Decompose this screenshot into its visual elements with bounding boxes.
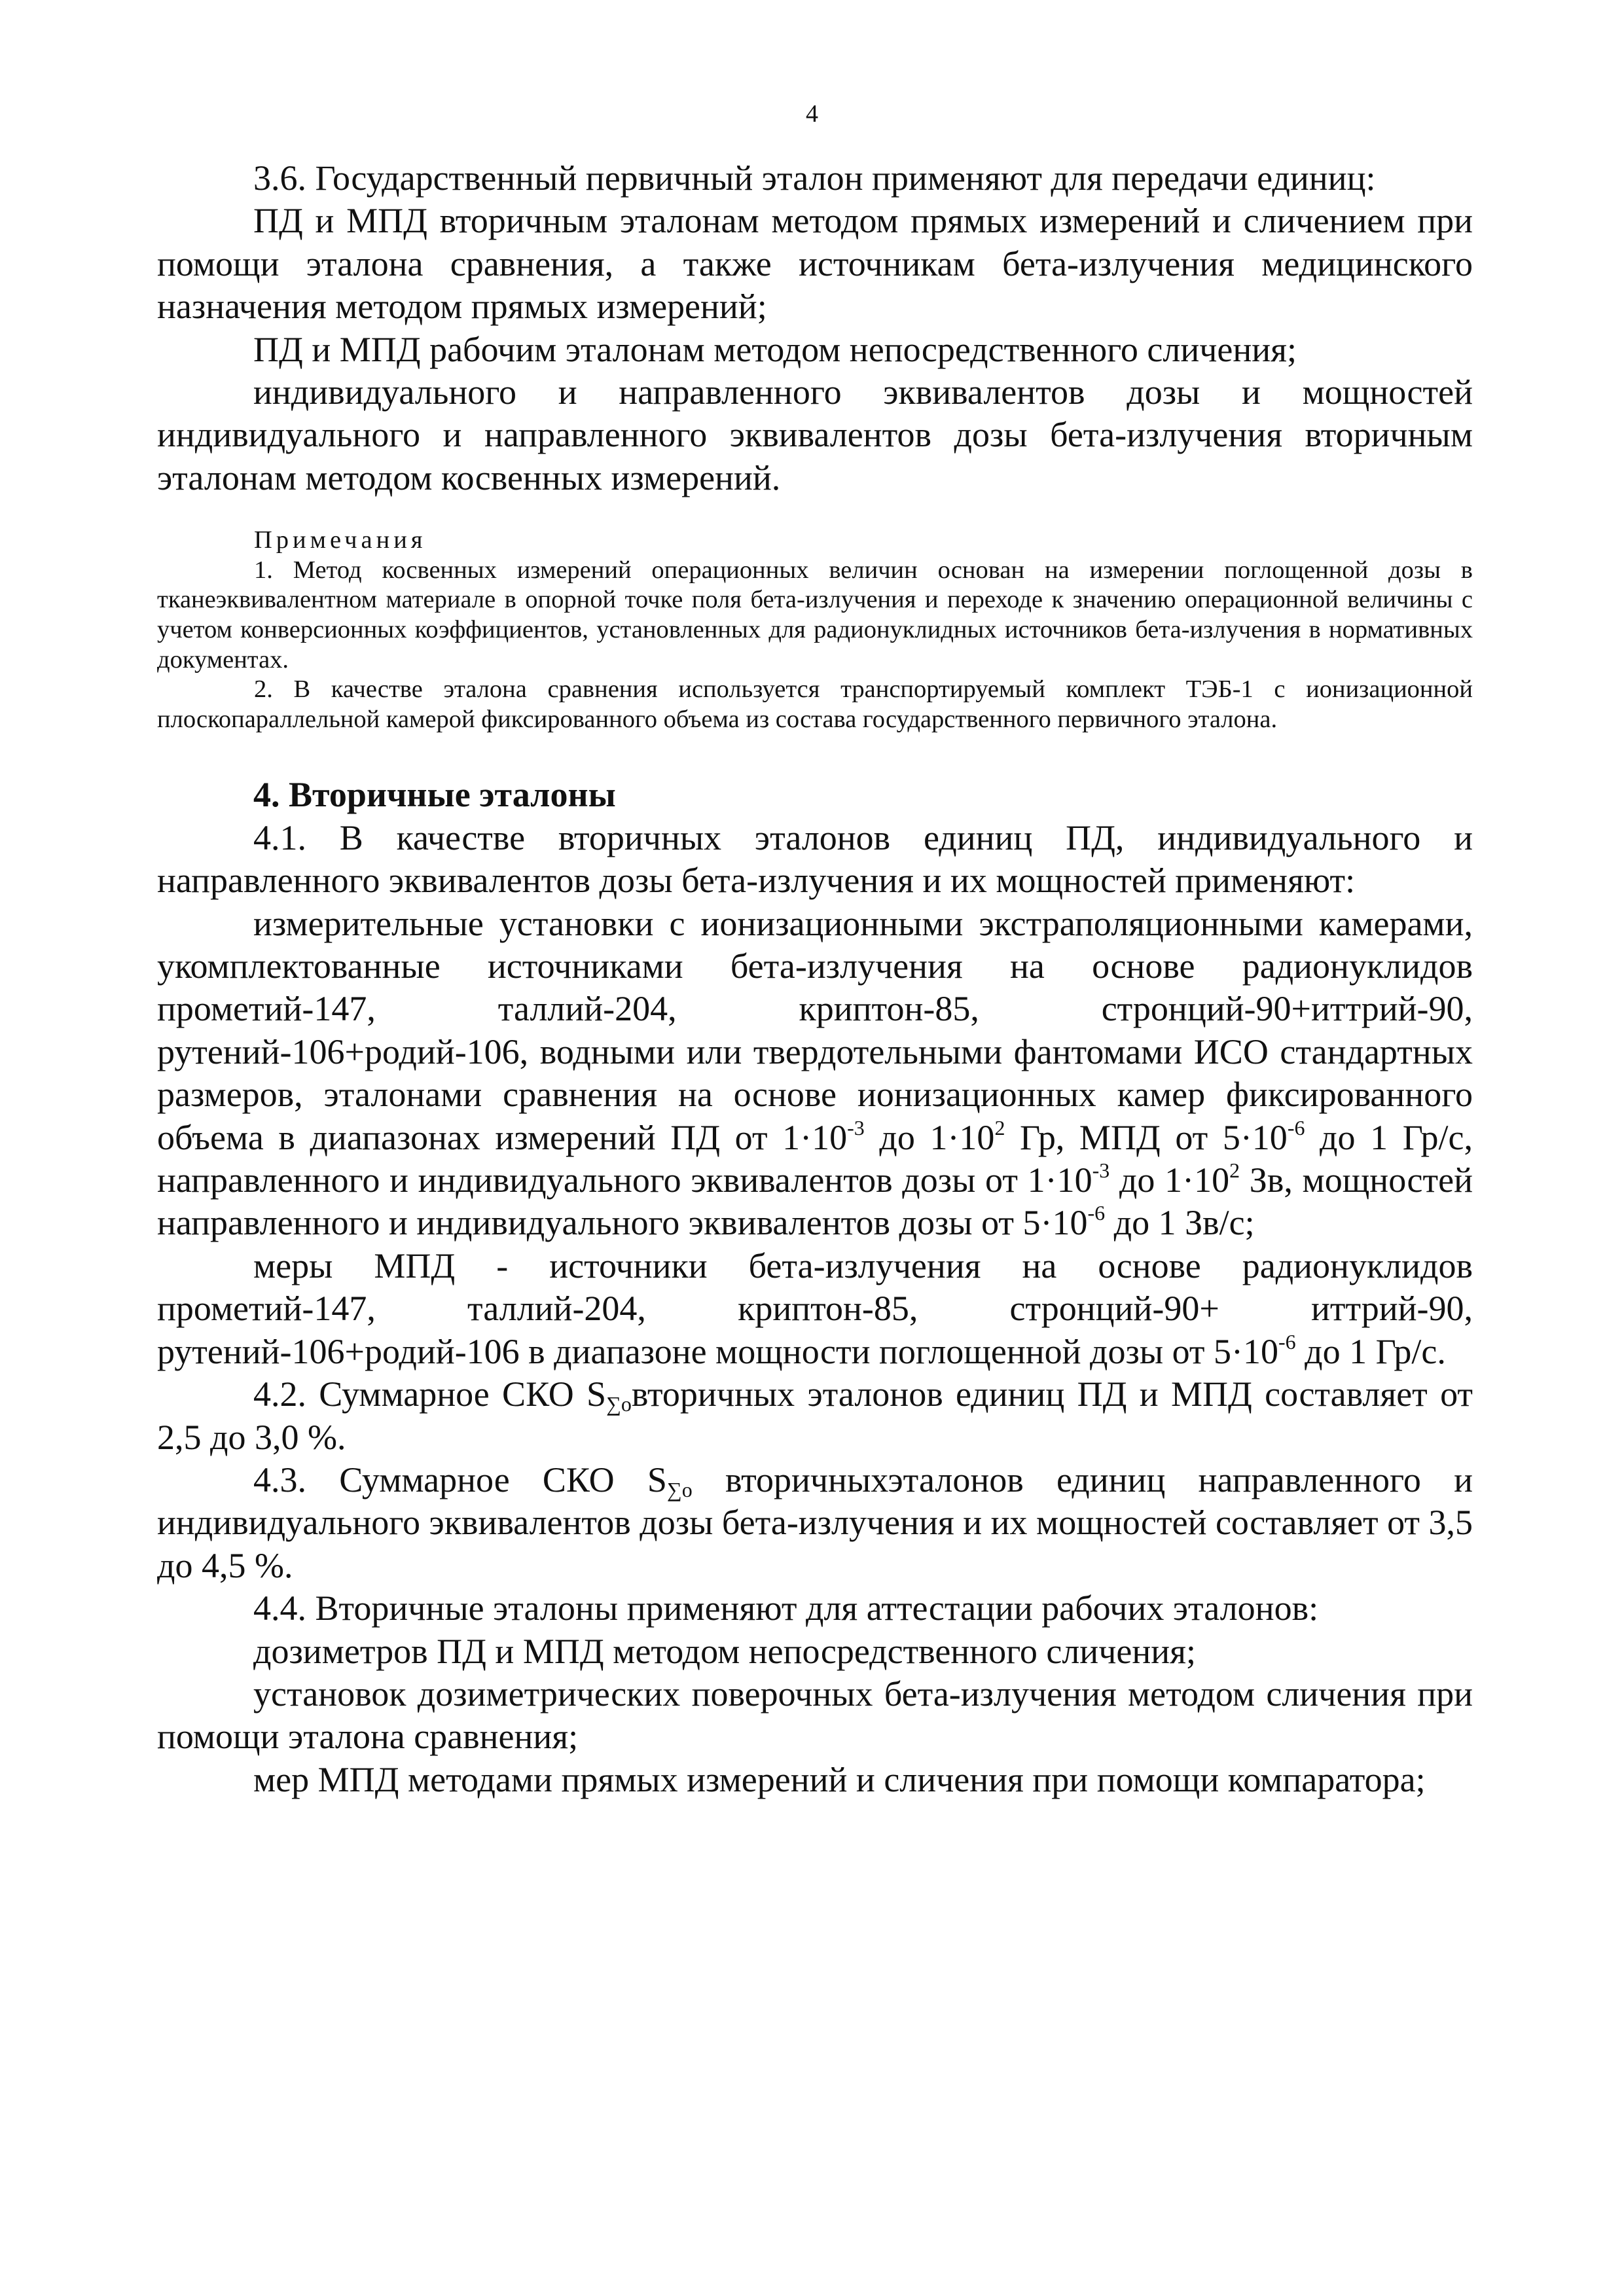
paragraph-4-1: 4.1. В качестве вторичных эталонов единиц ПД, индивидуального и направленного эквивалентов дозы бета-излучения и их мощностей применяют: <box>157 817 1473 901</box>
page-number: 4 <box>806 100 818 128</box>
paragraph-measures: меры МПД - источники бета-излучения на основе радионуклидов прометий-147, таллий-204, криптон-85, стронций-90+ иттрий-90, рутений-106+родий-106 в диапазоне мощности поглощенной дозы от $5\cdot 10^{-6}$ до 1 Гр/с. <box>157 1246 1473 1371</box>
paragraph-equivalent-transfer: индивидуального и направленного эквивалентов дозы и мощностей индивидуального и направленного эквивалентов дозы бета-излучения вторичным эталонам методом косвенных измерений. <box>157 372 1473 497</box>
paragraph-secondary-transfer: ПД и МПД вторичным эталонам методом прямых измерений и сличением при помощи эталона сравнения, а также источникам бета-излучения медицинского назначения методом прямых измерений; <box>157 201 1473 327</box>
paragraph-dosimeters: дозиметров ПД и МПД методом непосредственного сличения; <box>253 1631 1196 1671</box>
paragraph-3-6: 3.6. Государственный первичный эталон применяют для передачи единиц: <box>253 158 1376 198</box>
paragraph-4-3: 4.3. Суммарное СКО $S_{\sum о}$ вторичныхэталонов единиц направленного и индивидуального эквивалентов дозы бета-излучения и их мощностей составляет от 3,5 до 4,5 %. <box>157 1460 1473 1585</box>
paragraph-measures-calibration: мер МПД методами прямых измерений и сличения при помощи компаратора; <box>253 1759 1426 1799</box>
page-content <box>157 157 1473 1801</box>
paragraph-4-4: 4.4. Вторичные эталоны применяют для аттестации рабочих эталонов: <box>253 1588 1319 1628</box>
note-1: 1. Метод косвенных измерений операционных величин основан на измерении поглощенной дозы в тканеэквивалентном материале в опорной точке поля бета-излучения и переходе к значению операционной величины с учетом конверсионных коэффициентов, установленных для радионуклидных источников бета-излучения в нормативных документах. <box>157 556 1473 673</box>
note-2: 2. В качестве эталона сравнения используется транспортируемый комплект ТЭБ-1 с ионизационной плоскопараллельной камерой фиксированного объема из состава государственного первичного эталона. <box>157 675 1473 733</box>
section-4-heading: 4. Вторичные эталоны <box>253 775 616 815</box>
paragraph-4-2: 4.2. Суммарное СКО $S_{\sum о}вторичных$ эталонов единиц ПД и МПД составляет от 2,5 до 3,0 %. <box>157 1374 1473 1457</box>
paragraph-working-transfer: ПД и МПД рабочим эталонам методом непосредственного сличения; <box>253 329 1297 369</box>
notes-title: Примечания <box>254 526 427 554</box>
paragraph-installations-calibration: установок дозиметрических поверочных бета-излучения методом сличения при помощи эталона сравнения; <box>157 1674 1473 1757</box>
paragraph-installations: измерительные установки с ионизационными экстраполяционными камерами, укомплектованные источниками бета-излучения на основе радионуклидов прометий-147, таллий-204, криптон-85, стронций-90+иттрий-90, рутений-106+родий-106, водными или твердотельными фантомами ИСО стандартных размеров, эталонами сравнения на основе ионизационных камер фиксированного объема в диапазонах измерений ПД от $1\cdot 10^{-3}$ до $1\cdot 10^2$ Гр, МПД от $5\cdot 10^{-6}$ до 1 Гр/с, направленного и индивидуального эквивалентов дозы от $1\cdot 10^{-3}$ до $1\cdot 10^2$ Зв, мощностей направленного и индивидуального эквивалентов дозы от $5\cdot 10^{-6}$ до 1 Зв/с; <box>157 903 1473 1243</box>
